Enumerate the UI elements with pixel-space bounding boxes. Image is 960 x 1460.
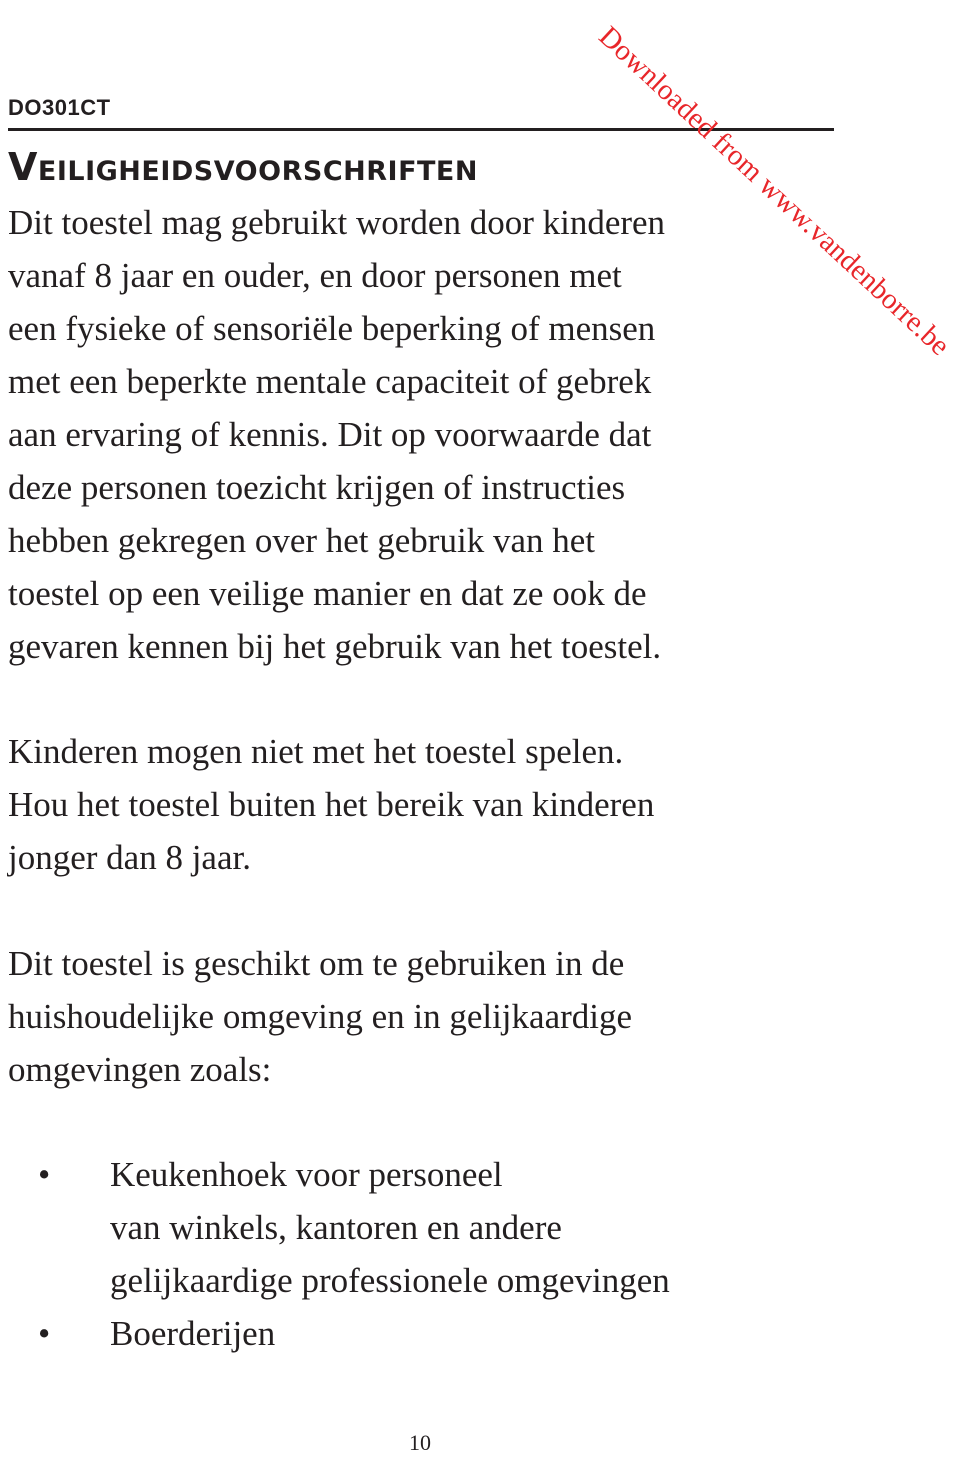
list-item-line: van winkels, kantoren en andere [110,1208,562,1247]
bullet-icon: • [38,1314,51,1353]
paragraph-line: een fysieke of sensoriële beperking of mensen [8,309,656,348]
paragraph-line: gevaren kennen bij het gebruik van het toestel. [8,627,662,666]
paragraph-line: vanaf 8 jaar en ouder, en door personen met [8,256,622,295]
paragraph-line: Dit toestel mag gebruikt worden door kinderen [8,203,666,242]
list-item-line: Boerderijen [110,1314,276,1353]
list-item-line: gelijkaardige professionele omgevingen [110,1261,670,1300]
paragraph-line: aan ervaring of kennis. Dit op voorwaarde dat [8,415,652,454]
paragraph-line: Kinderen mogen niet met het toestel spelen. [8,732,624,771]
paragraph-line: toestel op een veilige manier en dat ze ook de [8,574,647,613]
model-code: DO301CT [8,95,111,120]
paragraph-line: Dit toestel is geschikt om te gebruiken in de [8,944,625,983]
paragraph-line: met een beperkte mentale capaciteit of gebrek [8,362,652,401]
paragraph-safety-usage [8,196,878,673]
bullet-icon: • [38,1155,51,1194]
paragraph-line: huishoudelijke omgeving en in gelijkaardige [8,997,633,1036]
list-item [0,1148,670,1307]
paragraph-line: omgevingen zoals: [8,1050,272,1089]
download-watermark: Downloaded from www.vandenborre.be [592,20,956,362]
paragraph-children-warning [8,725,878,884]
page-number: 10 [409,1430,431,1455]
section-heading: Veiligheidsvoorschriften [8,145,478,189]
list-item [0,1307,670,1360]
paragraph-line: jonger dan 8 jaar. [8,838,251,877]
paragraph-intended-use [8,937,878,1096]
paragraph-line: deze personen toezicht krijgen of instructies [8,468,626,507]
list-item-line: Keukenhoek voor personeel [110,1155,503,1194]
usage-environment-list [0,1148,670,1360]
paragraph-line: Hou het toestel buiten het bereik van kinderen [8,785,655,824]
paragraph-line: hebben gekregen over het gebruik van het [8,521,595,560]
